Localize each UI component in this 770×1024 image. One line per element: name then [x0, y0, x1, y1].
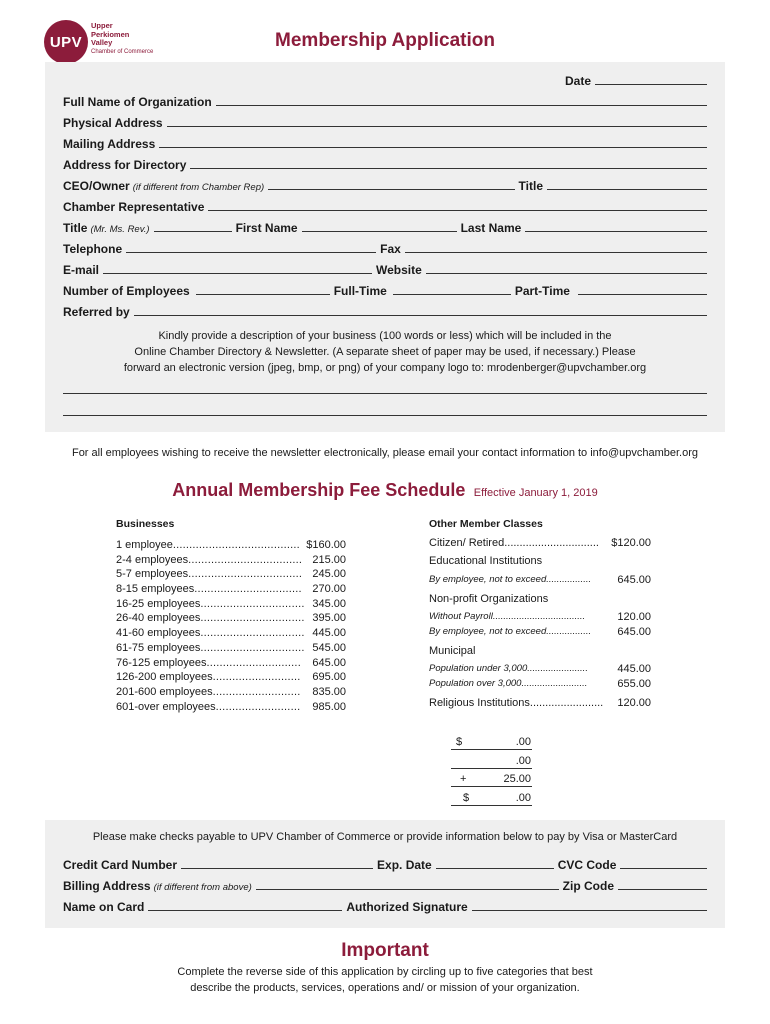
business-fee-price: 345.00: [312, 597, 346, 610]
logo-line4: Chamber of Commerce: [91, 48, 154, 55]
fee-schedule-title: Annual Membership Fee Schedule: [172, 480, 466, 500]
org-name-field[interactable]: [216, 105, 707, 106]
business-fee-item: [116, 611, 346, 626]
religious-dots: ........................: [529, 697, 604, 709]
referred-by-field[interactable]: [134, 315, 707, 316]
nonprofit-employee-row: [429, 626, 651, 638]
business-fee-dots: ................................: [200, 597, 305, 610]
religious-row: [429, 697, 651, 709]
religious-item: [429, 697, 651, 709]
municipal-over-price: 655.00: [617, 678, 651, 690]
payment-note: Please make checks payable to UPV Chamber of Commerce or provide information below to pay by Visa or MasterCard: [92, 831, 678, 843]
telephone-label: Telephone: [63, 242, 123, 256]
last-name-label: Last Name: [460, 221, 522, 235]
first-name-label: First Name: [235, 221, 298, 235]
municipal-heading: Municipal: [429, 645, 476, 657]
business-fee-dots: ...................................: [188, 568, 303, 581]
business-fee-list: [116, 538, 346, 714]
chamber-rep-row: [63, 198, 707, 214]
part-time-field[interactable]: [578, 294, 707, 295]
edu-employee-item: [429, 574, 651, 586]
cc-number-label: Credit Card Number: [63, 858, 178, 872]
business-fee-item: [116, 656, 346, 671]
signature-label: Authorized Signature: [346, 900, 468, 914]
business-fee-item: [116, 553, 346, 568]
business-fee-price: 270.00: [312, 583, 346, 596]
logo-line3: Valley: [91, 38, 113, 47]
scholarship-value: .00: [515, 755, 531, 767]
billing-row: [63, 877, 707, 893]
fax-field[interactable]: [405, 252, 707, 253]
processing-fee-symbol: +: [460, 773, 467, 785]
logo-line1: Upper: [91, 21, 113, 30]
total-symbol: $: [463, 792, 470, 804]
business-fee-price: 545.00: [312, 641, 346, 654]
ceo-field[interactable]: [268, 189, 514, 190]
business-fee-dots: .................................: [194, 583, 302, 596]
citizen-dots: ...............................: [504, 537, 599, 549]
business-fee-name: 201-600 employees: [116, 685, 213, 698]
important-line2: describe the products, services, operations and/ or mission of your organization.: [190, 982, 580, 994]
num-employees-field[interactable]: [196, 294, 330, 295]
rep-title-field[interactable]: [154, 231, 232, 232]
logo-letters: UPV: [49, 33, 83, 51]
nonprofit-without-price: 120.00: [617, 611, 651, 623]
physical-address-field[interactable]: [167, 126, 707, 127]
processing-fee-field: [451, 786, 532, 787]
citizen-item: [429, 537, 651, 549]
website-field[interactable]: [426, 273, 707, 274]
nonprofit-employee-dots: .................: [546, 626, 592, 637]
business-fee-price: 695.00: [312, 671, 346, 684]
directory-address-row: [63, 156, 707, 172]
citizen-name: Citizen/ Retired: [429, 537, 505, 549]
business-fee-price: $160.00: [306, 539, 346, 551]
chamber-rep-label: Chamber Representative: [63, 200, 205, 214]
business-fee-price: 645.00: [312, 656, 346, 669]
nonprofit-without-item: [429, 611, 651, 623]
mailing-address-field[interactable]: [159, 147, 707, 148]
email-row: [63, 261, 707, 277]
ceo-title-label: Title: [518, 179, 543, 193]
business-fee-dots: ................................: [200, 612, 305, 625]
business-fee-name: 76-125 employees: [116, 656, 207, 669]
business-fee-name: 16-25 employees: [116, 597, 201, 610]
business-fee-price: 245.00: [312, 568, 346, 581]
business-fee-name: 8-15 employees: [116, 583, 195, 596]
directory-address-field[interactable]: [190, 168, 707, 169]
edu-heading: Educational Institutions: [429, 555, 543, 567]
nonprofit-without-row: [429, 611, 651, 623]
businesses-heading: Businesses: [116, 518, 175, 530]
last-name-field[interactable]: [525, 231, 707, 232]
exp-date-field[interactable]: [436, 868, 554, 869]
description-line1: Kindly provide a description of your business (100 words or less) which will be included in the: [158, 330, 612, 342]
business-fee-dots: .......................................: [172, 539, 300, 551]
cvc-label: CVC Code: [557, 858, 617, 872]
page-title: Membership Application: [275, 30, 495, 51]
nonprofit-without-dots: ...................................: [492, 611, 586, 622]
business-fee-dots: ................................: [200, 627, 305, 640]
ceo-title-field[interactable]: [547, 189, 707, 190]
date-label: Date: [564, 74, 591, 88]
exp-date-label: Exp. Date: [377, 858, 432, 872]
billing-note: (if different from above): [153, 882, 252, 893]
mailing-address-label: Mailing Address: [63, 137, 156, 151]
part-time-label: Part-Time: [514, 284, 570, 298]
email-label: E-mail: [63, 263, 100, 277]
business-fee-price: 835.00: [312, 685, 346, 698]
nonprofit-heading: Non-profit Organizations: [429, 593, 549, 605]
website-label: Website: [376, 263, 422, 277]
billing-field[interactable]: [256, 889, 559, 890]
description-instructions: [63, 328, 707, 376]
municipal-under-row: [429, 663, 651, 675]
business-fee-price: 985.00: [312, 700, 346, 713]
municipal-over-item: [429, 678, 651, 690]
description-line2: Online Chamber Directory & Newsletter. (A separate sheet of paper may be used, if necessary.) Please: [134, 346, 636, 358]
business-fee-price: 445.00: [312, 627, 346, 640]
municipal-over-row: [429, 678, 651, 690]
ceo-label: CEO/Owner: [63, 179, 130, 193]
business-fee-name: 41-60 employees: [116, 627, 201, 640]
nonprofit-without-name: Without Payroll: [429, 611, 493, 622]
business-fee-price: 395.00: [312, 612, 346, 625]
physical-address-row: [63, 114, 707, 130]
nonprofit-employee-item: [429, 626, 651, 638]
physical-address-label: Physical Address: [63, 116, 163, 130]
name-sign-row: [63, 898, 707, 914]
municipal-under-name: Population under 3,000: [429, 663, 528, 674]
religious-name: Religious Institutions: [429, 697, 530, 709]
business-fee-name: 126-200 employees: [116, 671, 213, 684]
nonprofit-employee-price: 645.00: [617, 626, 651, 638]
business-fee-dots: .............................: [206, 656, 301, 669]
phone-row: [63, 240, 707, 256]
business-fee-name: 5-7 employees: [116, 568, 189, 581]
membership-fee-field[interactable]: [451, 749, 532, 750]
edu-employee-name: By employee, not to exceed: [429, 574, 547, 585]
important-title: Important: [341, 940, 429, 961]
cc-number-field[interactable]: [181, 868, 373, 869]
business-fee-name: 61-75 employees: [116, 641, 201, 654]
business-fee-item: [116, 626, 346, 641]
business-fee-price: 215.00: [312, 553, 346, 566]
business-fee-item: [116, 582, 346, 597]
num-employees-label: Number of Employees: [63, 284, 190, 298]
date-field[interactable]: [595, 84, 707, 85]
rep-name-row: [63, 219, 707, 235]
business-fee-item: [116, 597, 346, 612]
ceo-note: (if different from Chamber Rep): [132, 182, 265, 193]
description-field-line2[interactable]: [63, 415, 707, 416]
first-name-field[interactable]: [302, 231, 457, 232]
directory-address-label: Address for Directory: [63, 158, 187, 172]
fee-schedule-effective: Effective January 1, 2019: [473, 487, 598, 499]
signature-field[interactable]: [472, 910, 707, 911]
date-row: [63, 72, 707, 88]
description-line3: forward an electronic version (jpeg, bmp, or png) of your company logo to: mrodenberger@upvchamber.org: [123, 362, 647, 374]
business-fee-name: 1 employee: [116, 539, 173, 551]
municipal-under-item: [429, 663, 651, 675]
membership-fee-symbol: $: [456, 736, 463, 748]
municipal-under-price: 445.00: [617, 663, 651, 675]
business-fee-dots: ...................................: [188, 553, 303, 566]
zip-field[interactable]: [618, 889, 707, 890]
billing-label: Billing Address: [63, 879, 151, 893]
business-fee-name: 2-4 employees: [116, 553, 189, 566]
edu-employee-price: 645.00: [617, 574, 651, 586]
mailing-address-row: [63, 135, 707, 151]
zip-label: Zip Code: [562, 879, 614, 893]
municipal-under-dots: .......................: [527, 663, 588, 674]
business-fee-item: [116, 567, 346, 582]
email-field[interactable]: [103, 273, 372, 274]
logo-line2: Perkiomen: [91, 29, 130, 39]
ceo-row: [63, 177, 707, 193]
total-field[interactable]: [451, 805, 532, 806]
business-fee-item: [116, 538, 346, 553]
business-fee-name: 26-40 employees: [116, 612, 201, 625]
employees-row: [63, 282, 707, 298]
business-fee-item: [116, 685, 346, 700]
rep-title-label: Title: [63, 221, 88, 235]
total-value: .00: [515, 792, 531, 804]
cvc-field[interactable]: [620, 868, 707, 869]
org-name-row: [63, 93, 707, 109]
business-fee-dots: ..........................: [215, 700, 301, 713]
business-fee-item: [116, 700, 346, 715]
newsletter-note: For all employees wishing to receive the newsletter electronically, please email your contact information to info@upvchamber.org: [71, 447, 699, 459]
full-time-label: Full-Time: [333, 284, 387, 298]
name-on-card-label: Name on Card: [63, 900, 145, 914]
scholarship-field[interactable]: [451, 768, 532, 769]
fee-schedule-heading: [0, 480, 770, 501]
municipal-over-dots: .........................: [521, 678, 588, 689]
municipal-over-name: Population over 3,000: [429, 678, 522, 689]
processing-fee-value: 25.00: [503, 773, 531, 785]
edu-employee-dots: .................: [546, 574, 592, 585]
citizen-price: $120.00: [611, 537, 651, 549]
business-fee-item: [116, 670, 346, 685]
rep-title-note: (Mr. Ms. Rev.): [90, 224, 150, 235]
business-fee-dots: ...........................: [212, 671, 301, 684]
org-name-label: Full Name of Organization: [63, 95, 212, 109]
referred-row: [63, 303, 707, 319]
chamber-rep-field[interactable]: [208, 210, 707, 211]
religious-price: 120.00: [617, 697, 651, 709]
telephone-field[interactable]: [126, 252, 376, 253]
business-fee-dots: ...........................: [212, 685, 301, 698]
description-field-line1[interactable]: [63, 393, 707, 394]
other-classes-heading: Other Member Classes: [429, 518, 543, 530]
name-on-card-field[interactable]: [148, 910, 342, 911]
important-text: [0, 964, 770, 996]
cc-row: [63, 856, 707, 872]
membership-fee-value: .00: [515, 736, 531, 748]
business-fee-name: 601-over employees: [116, 700, 216, 713]
edu-employee-row: [429, 574, 651, 586]
nonprofit-employee-name: By employee, not to exceed: [429, 626, 547, 637]
fax-label: Fax: [380, 242, 401, 256]
important-line1: Complete the reverse side of this application by circling up to five categories that best: [177, 966, 593, 978]
full-time-field[interactable]: [393, 294, 511, 295]
business-fee-dots: ................................: [200, 641, 305, 654]
business-fee-item: [116, 641, 346, 656]
referred-by-label: Referred by: [63, 305, 130, 319]
